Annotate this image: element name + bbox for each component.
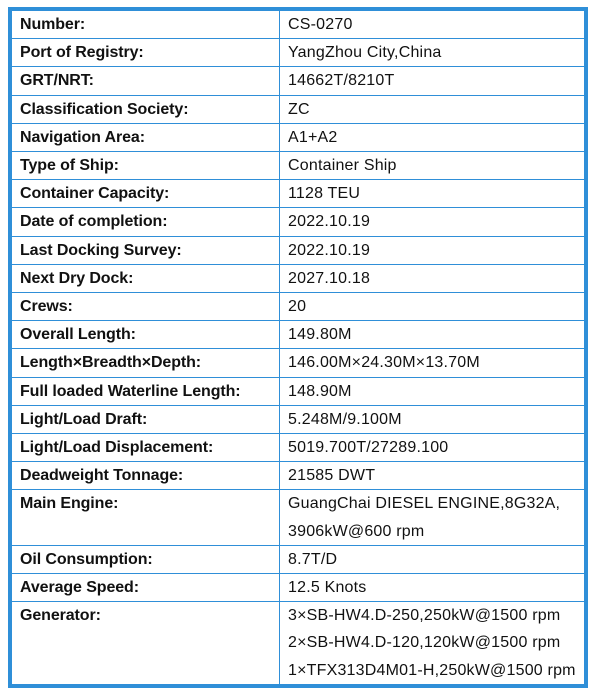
spec-value-line: ZC [288,100,310,118]
spec-row [12,236,584,264]
spec-value [280,180,585,208]
spec-value [280,67,585,95]
spec-value-line: GuangChai DIESEL ENGINE,8G32A, [288,495,561,513]
spec-row [12,208,584,236]
spec-value-line: 2022.10.19 [288,241,371,259]
spec-label: Average Speed: [12,574,280,602]
spec-label: Number: [12,11,280,39]
spec-label: Crews: [12,293,280,321]
spec-value [280,95,585,123]
spec-row [12,462,584,490]
spec-row [12,152,584,180]
spec-label: Container Capacity: [12,180,280,208]
spec-row [12,602,584,684]
spec-value [280,490,585,545]
spec-label: Full loaded Waterline Length: [12,377,280,405]
ship-spec-table [12,11,584,684]
spec-value [280,434,585,462]
spec-value-line: Container Ship [288,157,397,175]
spec-row [12,434,584,462]
spec-row [12,67,584,95]
spec-value-line: 3×SB-HW4.D-250,250kW@1500 rpm [288,607,561,625]
spec-value [280,321,585,349]
spec-label: Last Docking Survey: [12,236,280,264]
spec-value [280,349,585,377]
spec-value [280,405,585,433]
spec-value [280,208,585,236]
spec-row [12,95,584,123]
spec-value-line: 1128 TEU [288,185,361,203]
spec-value-line: 5019.700T/27289.100 [288,439,449,457]
spec-label: Navigation Area: [12,123,280,151]
spec-label: Overall Length: [12,321,280,349]
spec-label: Oil Consumption: [12,545,280,573]
spec-value-line: 1×TFX313D4M01-H,250kW@1500 rpm [288,661,576,679]
spec-label: Port of Registry: [12,39,280,67]
spec-row [12,545,584,573]
spec-value-line: 5.248M/9.100M [288,410,402,428]
spec-value [280,293,585,321]
spec-label: Light/Load Displacement: [12,434,280,462]
spec-row [12,123,584,151]
spec-row [12,39,584,67]
spec-value-line: YangZhou City,China [288,44,442,62]
spec-label: Light/Load Draft: [12,405,280,433]
spec-row [12,321,584,349]
spec-value [280,602,585,684]
spec-value-line: 2×SB-HW4.D-120,120kW@1500 rpm [288,634,561,652]
spec-value-line: 146.00M×24.30M×13.70M [288,354,480,372]
spec-label: GRT/NRT: [12,67,280,95]
spec-value-line: A1+A2 [288,128,338,146]
spec-value-line: 21585 DWT [288,467,376,485]
spec-value [280,377,585,405]
spec-value [280,264,585,292]
spec-value [280,462,585,490]
spec-row [12,349,584,377]
spec-value-line: CS-0270 [288,16,353,33]
spec-value [280,39,585,67]
spec-value-line: 148.90M [288,382,352,400]
spec-row [12,293,584,321]
spec-label: Date of completion: [12,208,280,236]
spec-value [280,574,585,602]
spec-row [12,11,584,39]
spec-label: Generator: [12,602,280,684]
spec-label: Type of Ship: [12,152,280,180]
spec-row [12,490,584,545]
spec-value [280,11,585,39]
spec-value-line: 149.80M [288,326,352,344]
spec-label: Classification Society: [12,95,280,123]
spec-value-line: 12.5 Knots [288,579,367,597]
spec-value-line: 3906kW@600 rpm [288,522,425,540]
spec-label: Length×Breadth×Depth: [12,349,280,377]
spec-value-line: 2027.10.18 [288,269,371,287]
spec-value [280,152,585,180]
spec-value-line: 14662T/8210T [288,72,395,90]
spec-label: Next Dry Dock: [12,264,280,292]
ship-spec-sheet [8,7,588,688]
spec-value [280,545,585,573]
spec-value-line: 20 [288,298,307,316]
spec-value [280,236,585,264]
spec-row [12,405,584,433]
spec-row [12,377,584,405]
spec-row [12,574,584,602]
spec-table-body [12,11,584,684]
spec-value-line: 2022.10.19 [288,213,371,231]
spec-row [12,180,584,208]
spec-row [12,264,584,292]
spec-label: Main Engine: [12,490,280,545]
spec-label: Deadweight Tonnage: [12,462,280,490]
spec-value-line: 8.7T/D [288,550,338,568]
spec-value [280,123,585,151]
